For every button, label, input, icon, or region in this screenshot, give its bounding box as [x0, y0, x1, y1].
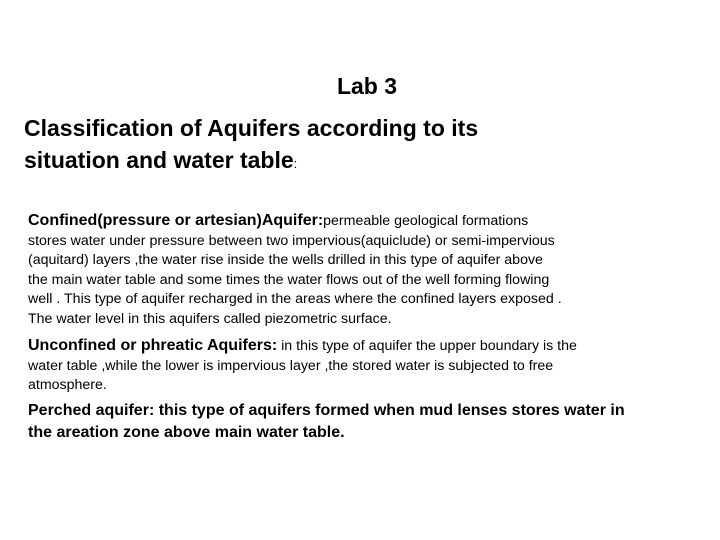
unconfined-aquifer-paragraph: [28, 336, 696, 396]
confined-aquifer-line-3: (aquitard) layers ,the water rise inside the wells drilled in this type of aquifer above: [28, 252, 543, 268]
confined-aquifer-paragraph: [28, 211, 696, 329]
page-title-line-2: [24, 144, 704, 180]
confined-aquifer-term: Confined(pressure or artesian)Aquifer:: [28, 212, 324, 229]
unconfined-aquifer-text-1: in this type of aquifer the upper boundary is the: [277, 338, 577, 354]
perched-aquifer-paragraph: [28, 400, 696, 444]
confined-aquifer-line-6: The water level in this aquifers called piezometric surface.: [28, 310, 392, 327]
perched-aquifer-term: Perched aquifer: [28, 402, 149, 419]
page-title: [24, 112, 704, 180]
unconfined-aquifer-line-1: [28, 336, 696, 357]
confined-aquifer-line-5: well . This type of aquifer recharged in the areas where the confined layers exposed .: [28, 291, 562, 307]
page-title-line-1: Classification of Aquifers according to its: [24, 115, 479, 141]
unconfined-aquifer-term: Unconfined or phreatic Aquifers:: [28, 337, 278, 354]
page-title-line-2-text: situation and water table: [24, 147, 294, 173]
confined-aquifer-text-1: permeable geological formations: [323, 213, 529, 229]
perched-aquifer-text-1: : this type of aquifers formed when mud lenses stores water in: [148, 402, 625, 419]
perched-aquifer-line-2: the areation zone above main water table.: [28, 424, 345, 441]
lab-title: Lab 3: [336, 73, 398, 99]
page-title-colon: :: [293, 156, 298, 171]
confined-aquifer-line-1: [28, 211, 696, 232]
perched-aquifer-line-1: [28, 400, 696, 422]
confined-aquifer-line-4: the main water table and some times the water flows out of the well forming flowing: [28, 271, 550, 288]
confined-aquifer-line-2: stores water under pressure between two impervious(aquiclude) or semi-impervious: [28, 232, 555, 249]
unconfined-aquifer-line-2: water table ,while the lower is impervious layer ,the stored water is subjected to free: [28, 357, 554, 374]
unconfined-aquifer-line-3: atmosphere.: [28, 377, 107, 393]
